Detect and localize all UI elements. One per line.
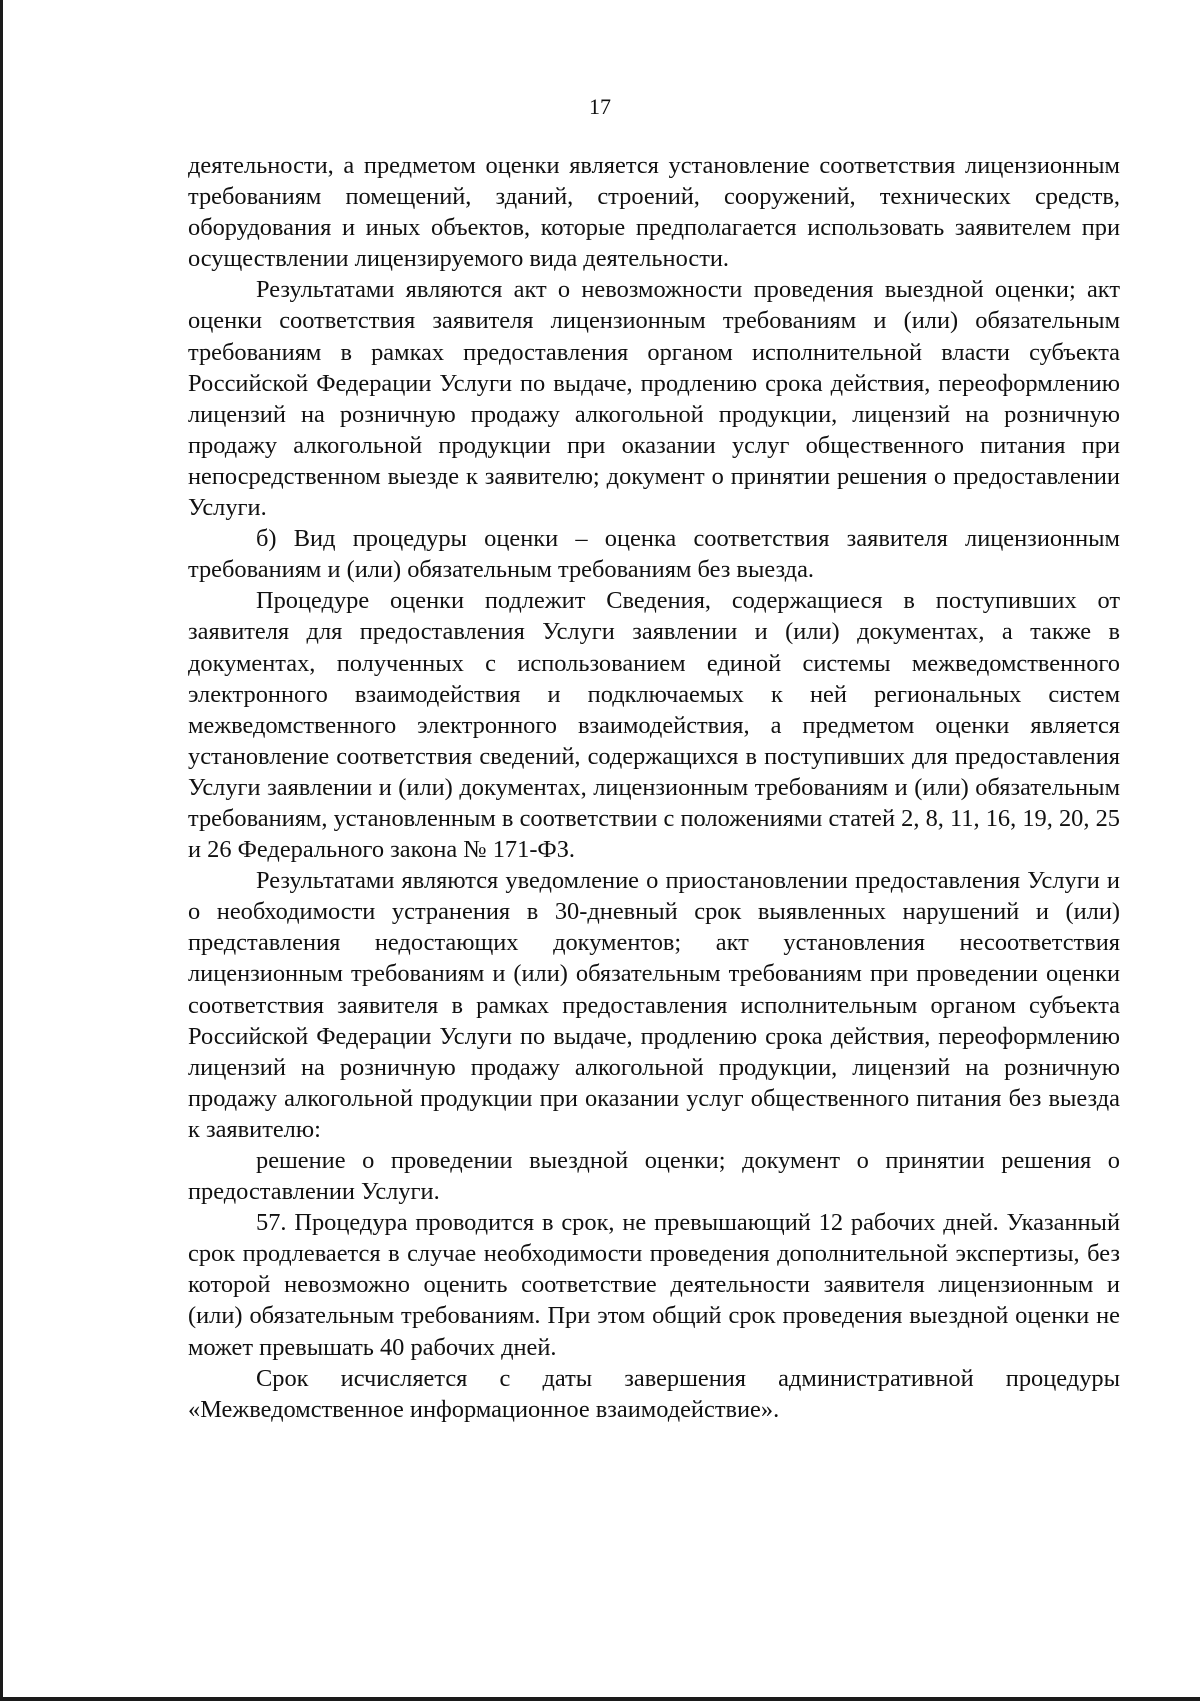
paragraph: б) Вид процедуры оценки – оценка соответствия заявителя лицензионным требованиям и (или) обязательным требованиям без выезда. [188, 525, 1120, 584]
scan-border-left [0, 0, 3, 1701]
paragraph: Результатами являются уведомление о приостановлении предоставления Услуги и о необходимости устранения в 30-дневный срок выявленных нарушений и (или) представления недостающих документов; акт установления несоответствия лицензионным требованиям и (или) обязательным требованиям при проведении оценки соответствия заявителя в рамках предоставления исполнительным органом субъекта Российской Федерации Услуги по выдаче, продлению срока действия, переоформлению лицензий на розничную продажу алкогольной продукции, лицензий на розничную продажу алкогольной продукции при оказании услуг общественного питания без выезда к заявителю: [188, 867, 1120, 1143]
document-body [188, 150, 1120, 1425]
page-number: 17 [589, 94, 611, 119]
paragraph: решение о проведении выездной оценки; документ о принятии решения о предоставлении Услуги. [188, 1147, 1120, 1206]
paragraph: Срок исчисляется с даты завершения административной процедуры «Межведомственное информационное взаимодействие». [188, 1364, 1120, 1423]
paragraph: Результатами являются акт о невозможности проведения выездной оценки; акт оценки соответствия заявителя лицензионным требованиям и (или) обязательным требованиям в рамках предоставления органом исполнительной власти субъекта Российской Федерации Услуги по выдаче, продлению срока действия, переоформлению лицензий на розничную продажу алкогольной продукции, лицензий на розничную продажу алкогольной продукции при оказании услуг общественного питания при непосредственном выезде к заявителю; документ о принятии решения о предоставлении Услуги. [188, 276, 1120, 522]
scan-border-bottom [0, 1697, 1200, 1701]
paragraph: Процедуре оценки подлежит Сведения, содержащиеся в поступивших от заявителя для предоставления Услуги заявлении и (или) документах, а также в документах, полученных с использованием единой системы межведомственного электронного взаимодействия и подключаемых к ней региональных систем межведомственного электронного взаимодействия, а предметом оценки является установление соответствия сведений, содержащихся в поступивших для предоставления Услуги заявлении и (или) документах, лицензионным требованиям и (или) обязательным требованиям, установленным в соответствии с положениями статей 2, 8, 11, 16, 19, 20, 25 и 26 Федерального закона № 171-ФЗ. [188, 587, 1120, 864]
paragraph: деятельности, а предметом оценки является установление соответствия лицензионным требованиям помещений, зданий, строений, сооружений, технических средств, оборудования и иных объектов, которые предполагается использовать заявителем при осуществлении лицензируемого вида деятельности. [188, 152, 1120, 273]
paragraph: 57. Процедура проводится в срок, не превышающий 12 рабочих дней. Указанный срок продлевается в случае необходимости проведения дополнительной экспертизы, без которой невозможно оценить соответствие деятельности заявителя лицензионным и (или) обязательным требованиям. При этом общий срок проведения выездной оценки не может превышать 40 рабочих дней. [188, 1209, 1120, 1361]
